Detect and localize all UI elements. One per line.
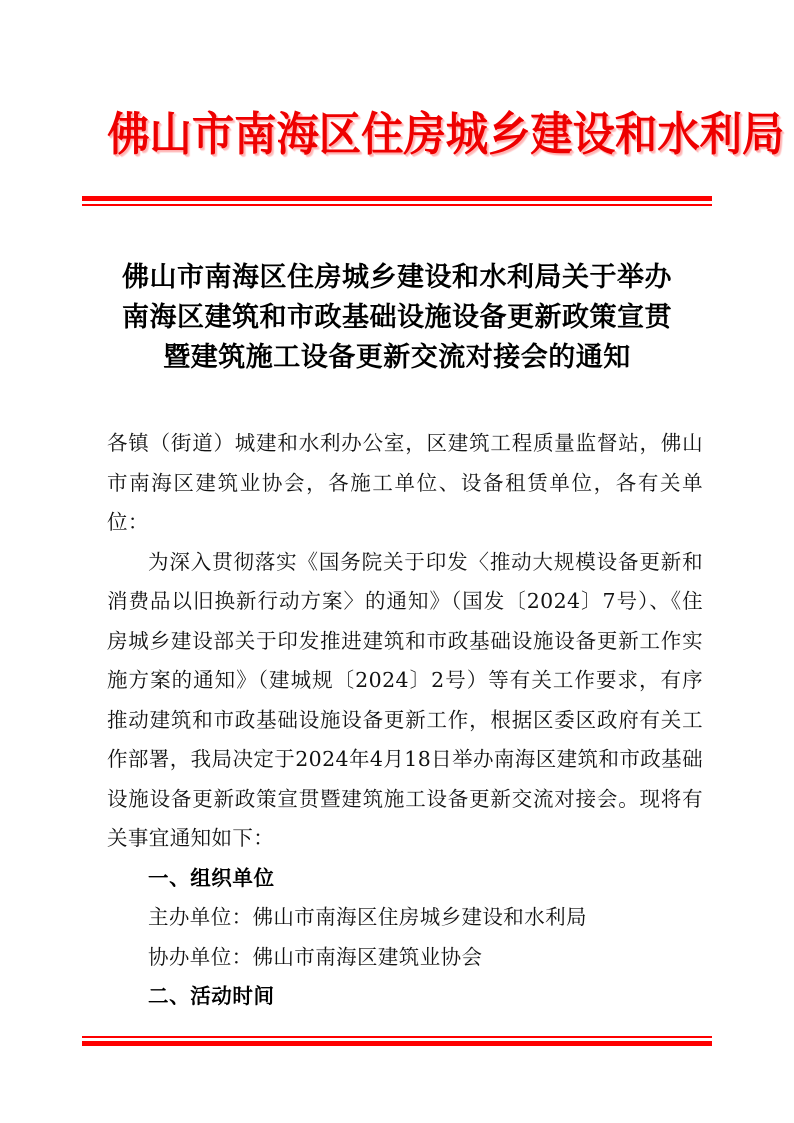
document-body [107, 424, 703, 1017]
footer-rule-thick [82, 1041, 712, 1046]
opening-paragraph: 为深入贯彻落实《国务院关于印发〈推动大规模设备更新和消费品以旧换新行动方案〉的通知》（国发〔2024〕7号）、《住房城乡建设部关于印发推进建筑和市政基础设施设备更新工作实施方案的通知》（建城规〔2024〕2号）等有关工作要求，有序推动建筑和市政基础设施设备更新工作，根据区委区政府有关工作部署，我局决定于2024年4月18日举办南海区建筑和市政基础设施设备更新政策宣贯暨建筑施工设备更新交流对接会。现将有关事宜通知如下： [107, 549, 703, 850]
document-title-line-3: 暨建筑施工设备更新交流对接会的通知 [163, 342, 631, 373]
section-heading-1: 一、组织单位 [148, 865, 275, 890]
document-title-line-1: 佛山市南海区住房城乡建设和水利局关于举办 [122, 262, 672, 293]
header-red-rule [82, 196, 712, 206]
section-heading-2: 二、活动时间 [148, 984, 275, 1008]
issuing-organization-name: 佛山市南海区住房城乡建设和水利局 [107, 107, 785, 161]
letterhead-masthead [82, 104, 785, 164]
footer-red-rule [82, 1036, 712, 1046]
document-title [97, 258, 697, 378]
document-title-line-2: 南海区建筑和市政基础设施设备更新政策宣贯 [122, 302, 672, 333]
host-unit-line: 主办单位：佛山市南海区住房城乡建设和水利局 [148, 905, 587, 929]
addressee-line: 各镇（街道）城建和水利办公室，区建筑工程质量监督站，佛山市南海区建筑业协会，各施工单位、设备租赁单位，各有关单位： [107, 431, 703, 534]
header-rule-thin [82, 204, 712, 206]
co-host-unit-line: 协办单位：佛山市南海区建筑业协会 [148, 944, 483, 969]
